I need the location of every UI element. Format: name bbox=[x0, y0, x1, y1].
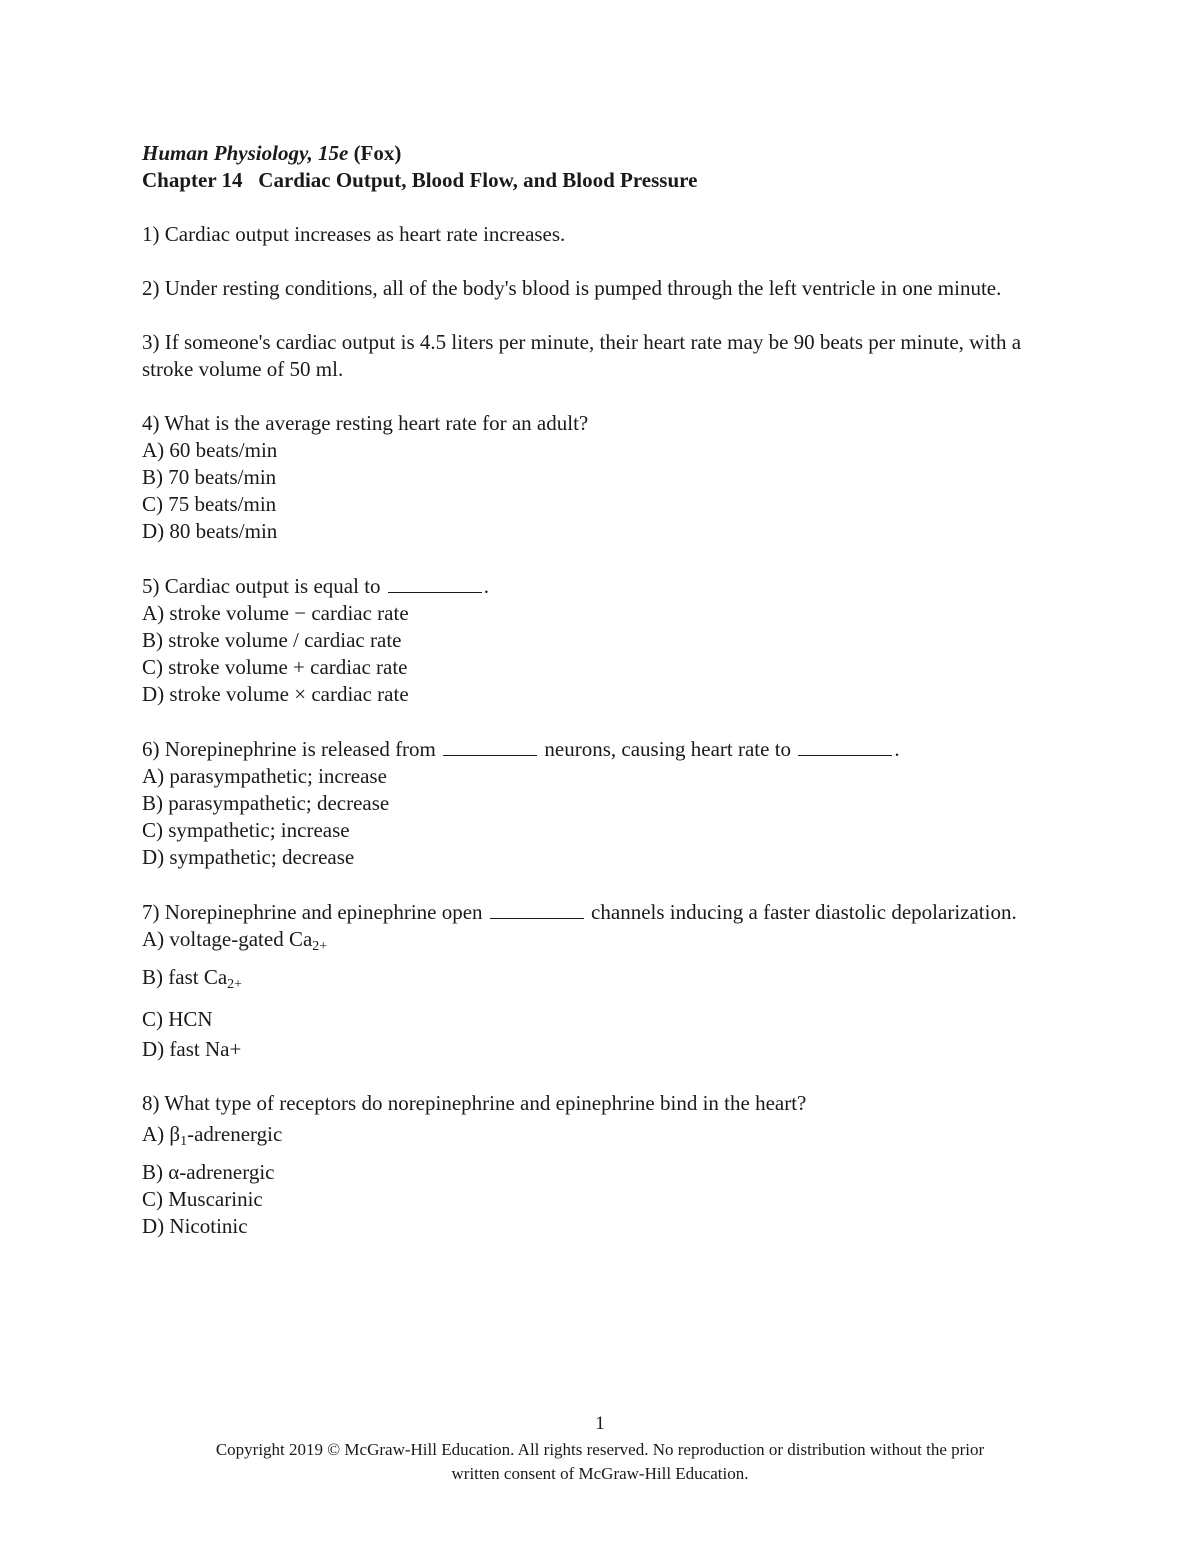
question-stem: 3) If someone's cardiac output is 4.5 liters per minute, their heart rate may be 90 beats per minute, with a stroke volume of 50 ml. bbox=[142, 330, 1022, 381]
answer-blank bbox=[443, 735, 537, 756]
question-1 bbox=[142, 221, 1062, 248]
option-text: D) fast Na bbox=[142, 1037, 230, 1061]
option-b: B) α-adrenergic bbox=[142, 1160, 275, 1184]
question-6 bbox=[142, 735, 1062, 871]
receptor-subscript: 1 bbox=[180, 1134, 188, 1149]
stem-text: 5) Cardiac output is equal to bbox=[142, 574, 381, 598]
chapter-title: Chapter 14 Cardiac Output, Blood Flow, and Blood Pressure bbox=[142, 168, 698, 192]
option-d bbox=[142, 1036, 1062, 1063]
question-stem bbox=[142, 735, 1062, 763]
question-5 bbox=[142, 572, 1062, 708]
question-2 bbox=[142, 275, 1062, 302]
charge-subscript: 2+ bbox=[312, 939, 328, 954]
question-3 bbox=[142, 329, 1062, 383]
option-c: C) stroke volume + cardiac rate bbox=[142, 655, 408, 679]
option-a: A) 60 beats/min bbox=[142, 438, 278, 462]
answer-blank bbox=[490, 898, 584, 919]
question-8 bbox=[142, 1090, 1062, 1240]
page-content bbox=[142, 140, 1062, 1267]
page-footer bbox=[0, 1412, 1200, 1486]
option-a: A) stroke volume − cardiac rate bbox=[142, 601, 409, 625]
question-stem: 8) What type of receptors do norepinephrine and epinephrine bind in the heart? bbox=[142, 1091, 807, 1115]
charge-subscript: 2+ bbox=[227, 977, 243, 992]
option-b bbox=[142, 960, 1062, 1002]
question-stem: 1) Cardiac output increases as heart rate increases. bbox=[142, 222, 566, 246]
option-b: B) parasympathetic; decrease bbox=[142, 791, 390, 815]
option-text: A) β bbox=[142, 1122, 181, 1146]
answer-blank bbox=[798, 735, 892, 756]
answer-blank bbox=[388, 572, 482, 593]
copyright-line-1: Copyright 2019 © McGraw-Hill Education. All rights reserved. No reproduction or distribution without the prior bbox=[215, 1440, 985, 1459]
option-d: D) Nicotinic bbox=[142, 1214, 248, 1238]
option-d: D) 80 beats/min bbox=[142, 519, 278, 543]
book-title: Human Physiology, 15e bbox=[142, 141, 349, 165]
charge-superscript: + bbox=[229, 1037, 242, 1061]
page-number: 1 bbox=[595, 1413, 605, 1434]
option-c: C) 75 beats/min bbox=[142, 492, 277, 516]
book-title-line bbox=[142, 140, 1062, 167]
option-d: D) stroke volume × cardiac rate bbox=[142, 682, 409, 706]
question-stem: 4) What is the average resting heart rate for an adult? bbox=[142, 411, 589, 435]
stem-text: channels inducing a faster diastolic depolarization. bbox=[591, 900, 1017, 924]
question-7 bbox=[142, 898, 1062, 1063]
document-header bbox=[142, 140, 1062, 194]
question-stem bbox=[142, 898, 1062, 926]
option-c: C) HCN bbox=[142, 1007, 213, 1031]
question-stem bbox=[142, 572, 1062, 600]
option-text: A) voltage-gated Ca bbox=[142, 927, 313, 951]
author: (Fox) bbox=[353, 141, 402, 165]
option-b: B) stroke volume / cardiac rate bbox=[142, 628, 402, 652]
option-c: C) Muscarinic bbox=[142, 1187, 263, 1211]
stem-text: . bbox=[894, 737, 900, 761]
question-stem: 2) Under resting conditions, all of the body's blood is pumped through the left ventricle in one minute. bbox=[142, 276, 1002, 300]
option-c: C) sympathetic; increase bbox=[142, 818, 350, 842]
option-a bbox=[142, 1117, 1062, 1159]
option-text: -adrenergic bbox=[187, 1122, 283, 1146]
stem-text: 6) Norepinephrine is released from bbox=[142, 737, 436, 761]
stem-text: . bbox=[483, 574, 490, 598]
option-d: D) sympathetic; decrease bbox=[142, 845, 355, 869]
stem-text: 7) Norepinephrine and epinephrine open bbox=[142, 900, 483, 924]
option-a: A) parasympathetic; increase bbox=[142, 764, 387, 788]
question-4 bbox=[142, 410, 1062, 545]
option-a bbox=[142, 926, 1062, 960]
option-b: B) 70 beats/min bbox=[142, 465, 277, 489]
stem-text: neurons, causing heart rate to bbox=[544, 737, 792, 761]
option-text: B) fast Ca bbox=[142, 965, 228, 989]
copyright-line-2: written consent of McGraw-Hill Education. bbox=[451, 1464, 749, 1483]
